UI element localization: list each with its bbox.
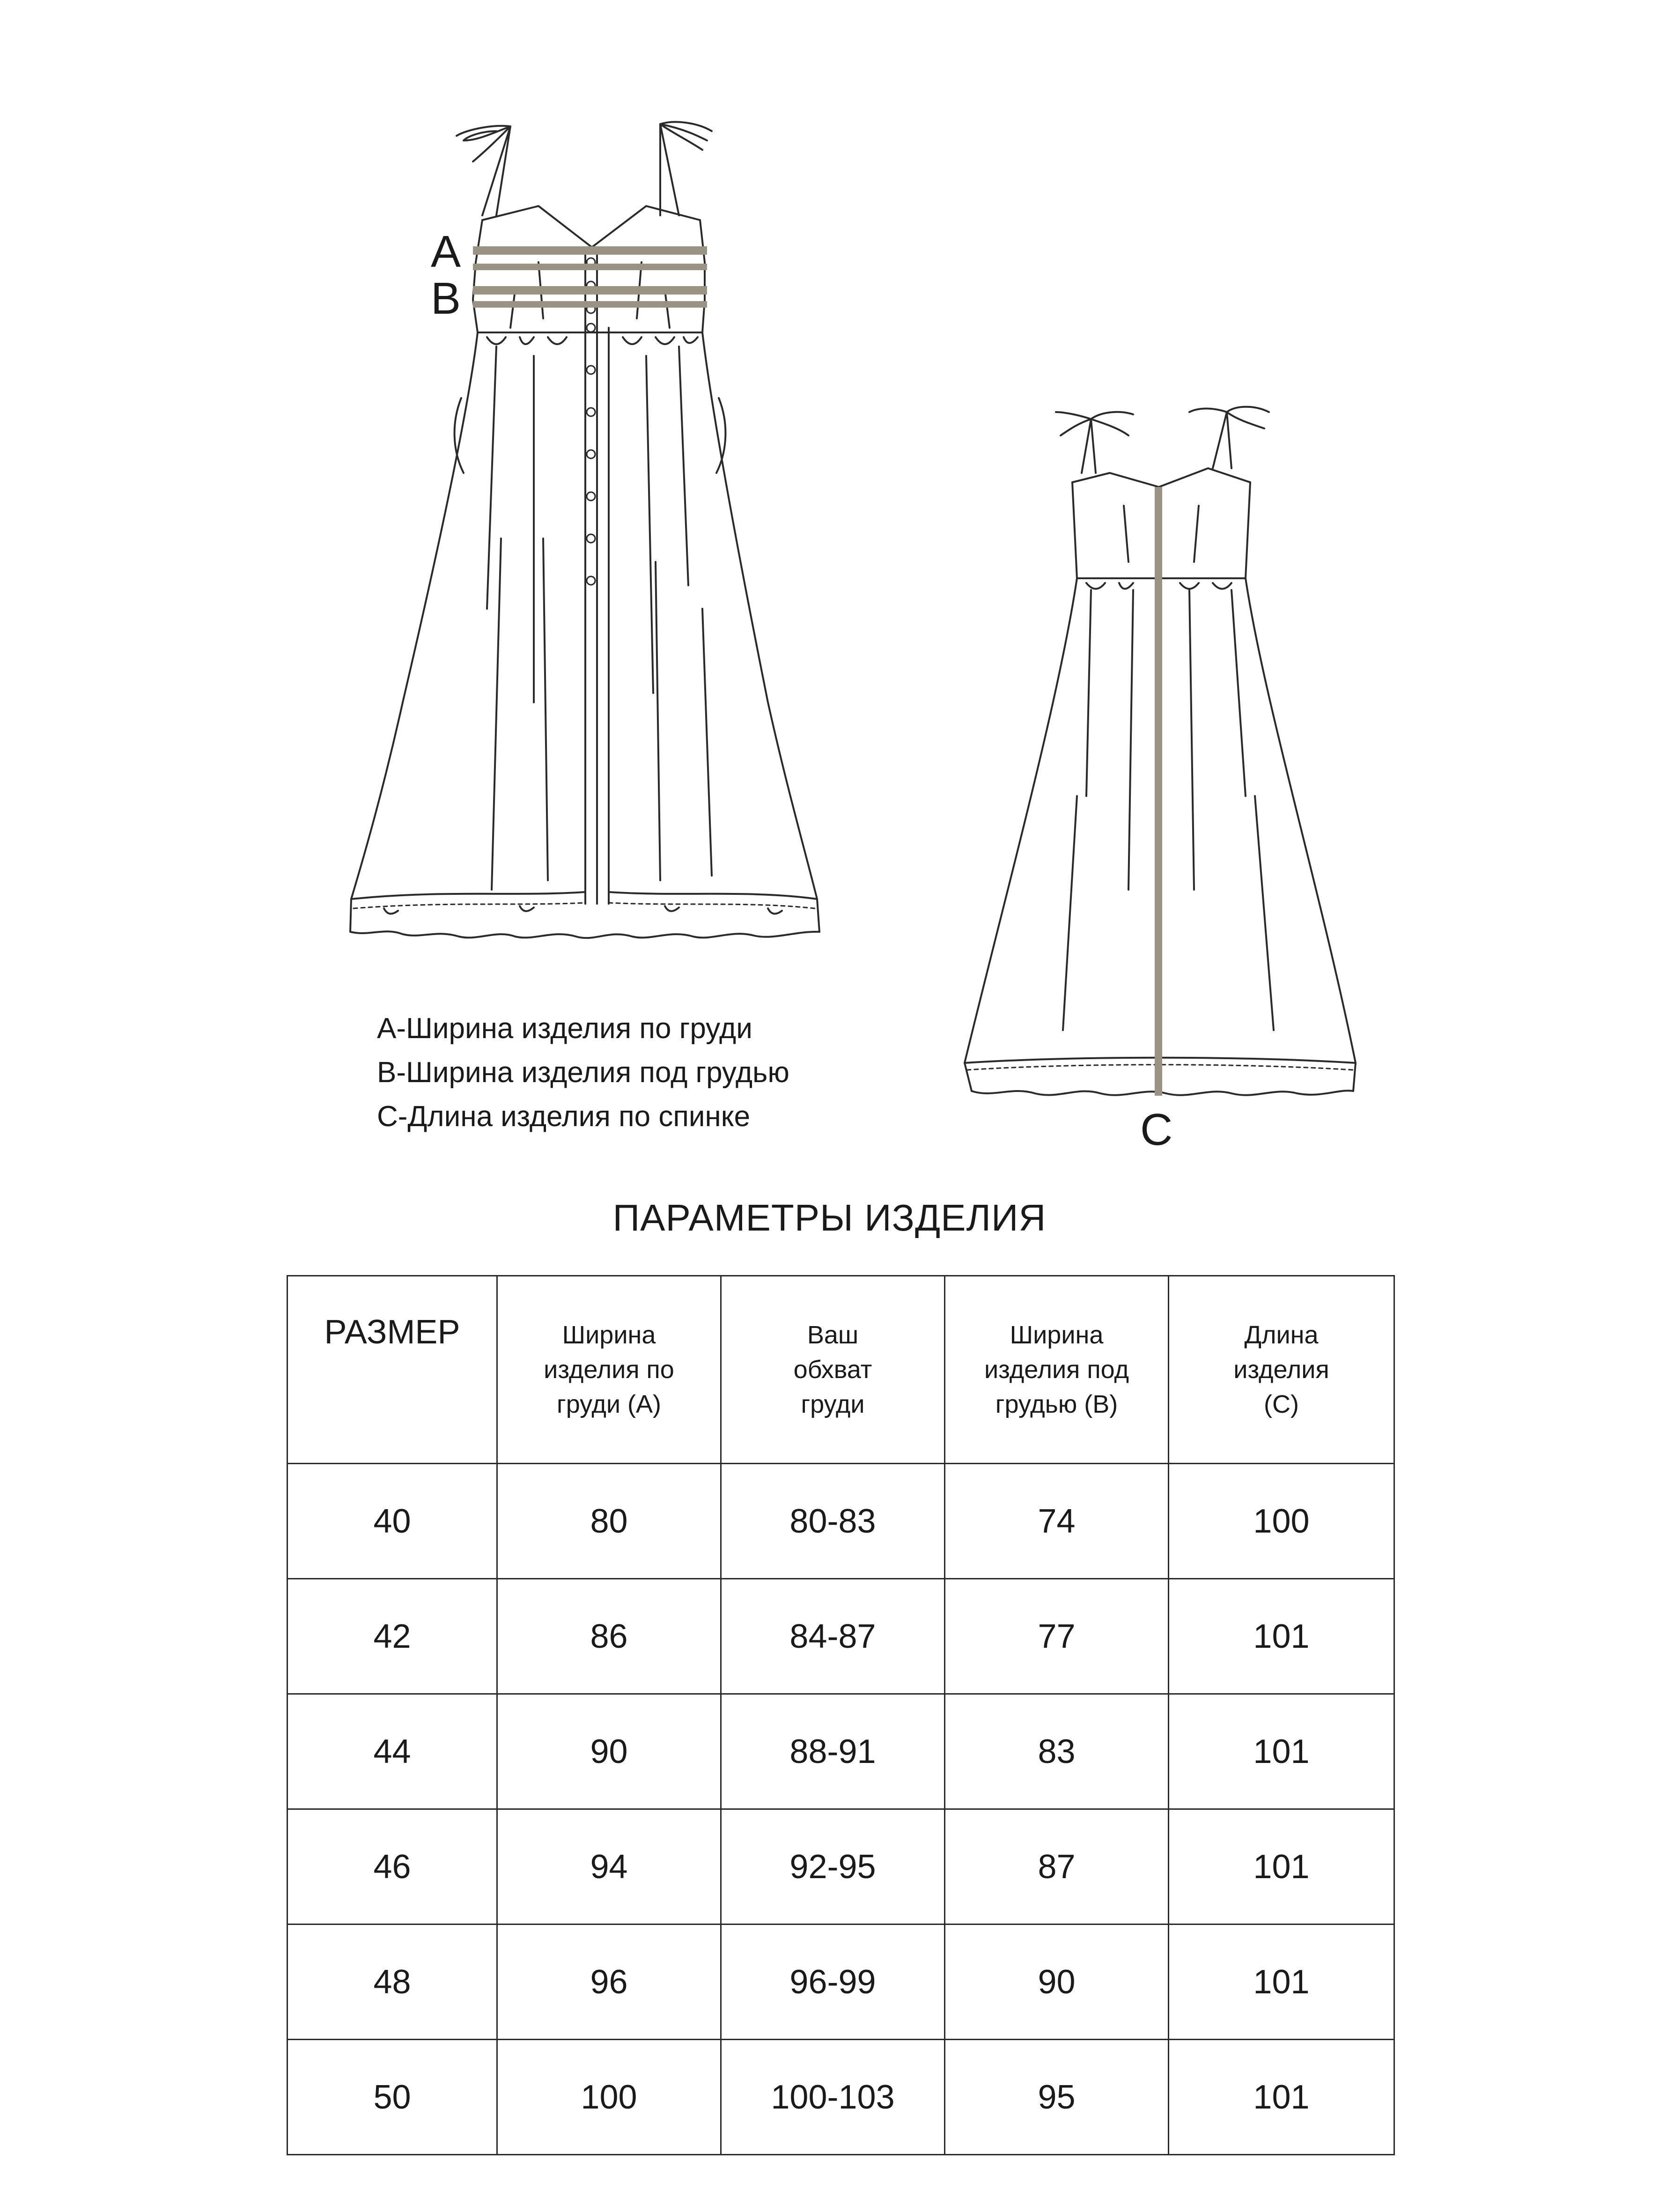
cell-size: 42 xyxy=(288,1579,497,1694)
table-row xyxy=(288,2040,1394,2155)
header-bust-girth: Ваш обхват груди xyxy=(721,1276,945,1464)
cell-bust-girth: 88-91 xyxy=(721,1694,945,1809)
cell-bust-girth: 84-87 xyxy=(721,1579,945,1694)
cell-bust-width: 96 xyxy=(497,1924,721,2040)
cell-bust-girth: 80-83 xyxy=(721,1464,945,1579)
cell-underbust-width: 77 xyxy=(945,1579,1169,1694)
legend-item-b: B-Ширина изделия под грудью xyxy=(377,1056,789,1089)
cell-bust-width: 90 xyxy=(497,1694,721,1809)
cell-underbust-width: 74 xyxy=(945,1464,1169,1579)
cell-length: 101 xyxy=(1169,1694,1394,1809)
cell-size: 50 xyxy=(288,2040,497,2155)
measure-label-a: A xyxy=(431,227,461,277)
cell-length: 101 xyxy=(1169,2040,1394,2155)
measurement-legend xyxy=(377,1007,789,1139)
table-row xyxy=(288,1464,1394,1579)
front-dress-sketch xyxy=(350,122,819,938)
cell-length: 100 xyxy=(1169,1464,1394,1579)
cell-size: 46 xyxy=(288,1809,497,1924)
cell-size: 44 xyxy=(288,1694,497,1809)
cell-size: 40 xyxy=(288,1464,497,1579)
cell-bust-girth: 100-103 xyxy=(721,2040,945,2155)
cell-underbust-width: 87 xyxy=(945,1809,1169,1924)
table-row xyxy=(288,1694,1394,1809)
cell-underbust-width: 83 xyxy=(945,1694,1169,1809)
header-bust-width: Ширина изделия по груди (A) xyxy=(497,1276,721,1464)
table-row xyxy=(288,1579,1394,1694)
cell-length: 101 xyxy=(1169,1809,1394,1924)
cell-bust-width: 100 xyxy=(497,2040,721,2155)
header-underbust-width: Ширина изделия под грудью (B) xyxy=(945,1276,1169,1464)
cell-size: 48 xyxy=(288,1924,497,2040)
legend-item-a: A-Ширина изделия по груди xyxy=(377,1012,752,1045)
cell-bust-width: 80 xyxy=(497,1464,721,1579)
cell-length: 101 xyxy=(1169,1924,1394,2040)
cell-bust-girth: 96-99 xyxy=(721,1924,945,2040)
cell-bust-width: 94 xyxy=(497,1809,721,1924)
cell-bust-girth: 92-95 xyxy=(721,1809,945,1924)
header-length: Длина изделия (C) xyxy=(1169,1276,1394,1464)
table-row xyxy=(288,1924,1394,2040)
cell-underbust-width: 90 xyxy=(945,1924,1169,2040)
cell-length: 101 xyxy=(1169,1579,1394,1694)
legend-item-c: C-Длина изделия по спинке xyxy=(377,1100,751,1133)
header-size: РАЗМЕР xyxy=(288,1276,497,1464)
size-table xyxy=(287,1275,1395,2155)
cell-bust-width: 86 xyxy=(497,1579,721,1694)
cell-underbust-width: 95 xyxy=(945,2040,1169,2155)
table-header-row xyxy=(288,1276,1394,1464)
table-row xyxy=(288,1809,1394,1924)
measure-label-b: B xyxy=(431,273,461,324)
measure-label-c: C xyxy=(1140,1105,1173,1155)
table-title: ПАРАМЕТРЫ ИЗДЕЛИЯ xyxy=(612,1197,1047,1239)
measurement-lines xyxy=(473,251,1158,1096)
